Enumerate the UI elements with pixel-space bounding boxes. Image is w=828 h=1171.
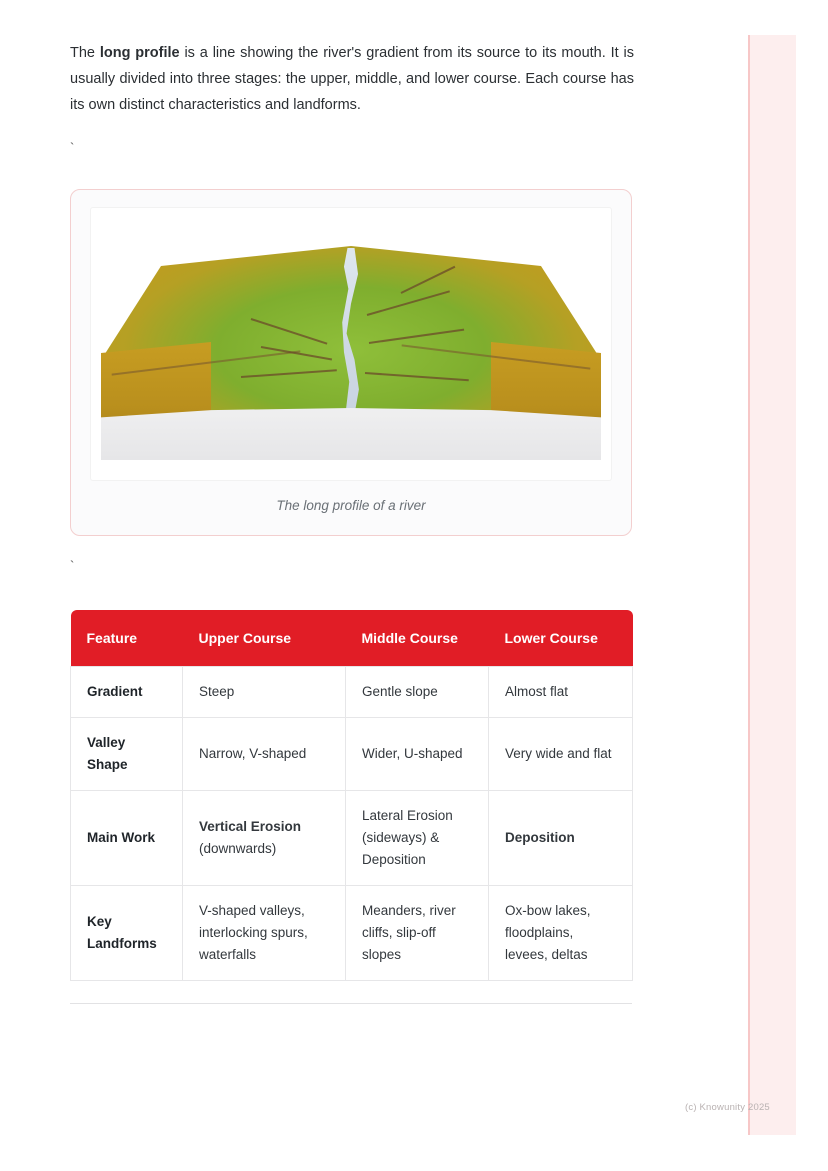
cell-valley-shape-upper: Narrow, V-shaped bbox=[183, 718, 346, 791]
cell-key-landforms-middle: Meanders, river cliffs, slip-off slopes bbox=[346, 886, 489, 981]
cell-main-work-middle: Lateral Erosion (sideways) & Deposition bbox=[346, 791, 489, 886]
cell-gradient-upper: Steep bbox=[183, 667, 346, 718]
table-row bbox=[71, 667, 633, 718]
right-margin-rule bbox=[748, 35, 750, 1135]
figure-image bbox=[91, 208, 611, 480]
figure-card bbox=[70, 189, 632, 536]
copyright-notice: (c) Knowunity 2025 bbox=[685, 1102, 770, 1113]
valley-front-cross-section bbox=[101, 408, 601, 460]
table-header-lower-course: Lower Course bbox=[489, 610, 633, 667]
table-header-feature: Feature bbox=[71, 610, 183, 667]
stray-backtick-2: ` bbox=[70, 558, 75, 573]
row-label-main-work: Main Work bbox=[71, 791, 183, 886]
cell-gradient-lower: Almost flat bbox=[489, 667, 633, 718]
row-label-key-landforms: Key Landforms bbox=[71, 886, 183, 981]
river-course-table bbox=[70, 610, 633, 981]
figure-caption: The long profile of a river bbox=[276, 498, 426, 513]
table-row bbox=[71, 791, 633, 886]
bottom-divider bbox=[70, 1003, 632, 1004]
table-row bbox=[71, 718, 633, 791]
cell-main-work-upper-bold: Vertical Erosion bbox=[199, 819, 302, 834]
intro-prefix: The bbox=[70, 45, 100, 61]
intro-rest: is a line showing the river's gradient from its source to its mouth. It is usually divided into three stages: the upper, middle, and lower course. Each course has its own distinct characteristics and landforms. bbox=[70, 45, 634, 113]
cell-main-work-upper-note: (downwards) bbox=[199, 841, 277, 856]
table-row bbox=[71, 886, 633, 981]
document-content bbox=[70, 40, 634, 1004]
stray-backtick-1: ` bbox=[70, 140, 75, 155]
cell-gradient-middle: Gentle slope bbox=[346, 667, 489, 718]
river-valley-illustration bbox=[101, 230, 601, 460]
row-label-gradient: Gradient bbox=[71, 667, 183, 718]
cell-valley-shape-lower: Very wide and flat bbox=[489, 718, 633, 791]
cell-main-work-lower-bold: Deposition bbox=[505, 830, 575, 845]
cell-main-work-upper bbox=[183, 791, 346, 886]
cell-main-work-lower bbox=[489, 791, 633, 886]
row-label-valley-shape: Valley Shape bbox=[71, 718, 183, 791]
river-course-table-wrapper bbox=[70, 610, 632, 981]
cell-key-landforms-upper: V-shaped valleys, interlocking spurs, waterfalls bbox=[183, 886, 346, 981]
cell-key-landforms-lower: Ox-bow lakes, floodplains, levees, deltas bbox=[489, 886, 633, 981]
right-margin-strip bbox=[748, 35, 796, 1135]
cell-valley-shape-middle: Wider, U-shaped bbox=[346, 718, 489, 791]
intro-bold-term: long profile bbox=[99, 45, 180, 61]
table-header-upper-course: Upper Course bbox=[183, 610, 346, 667]
table-header-middle-course: Middle Course bbox=[346, 610, 489, 667]
table-header-row bbox=[71, 610, 633, 667]
intro-paragraph bbox=[70, 40, 634, 118]
